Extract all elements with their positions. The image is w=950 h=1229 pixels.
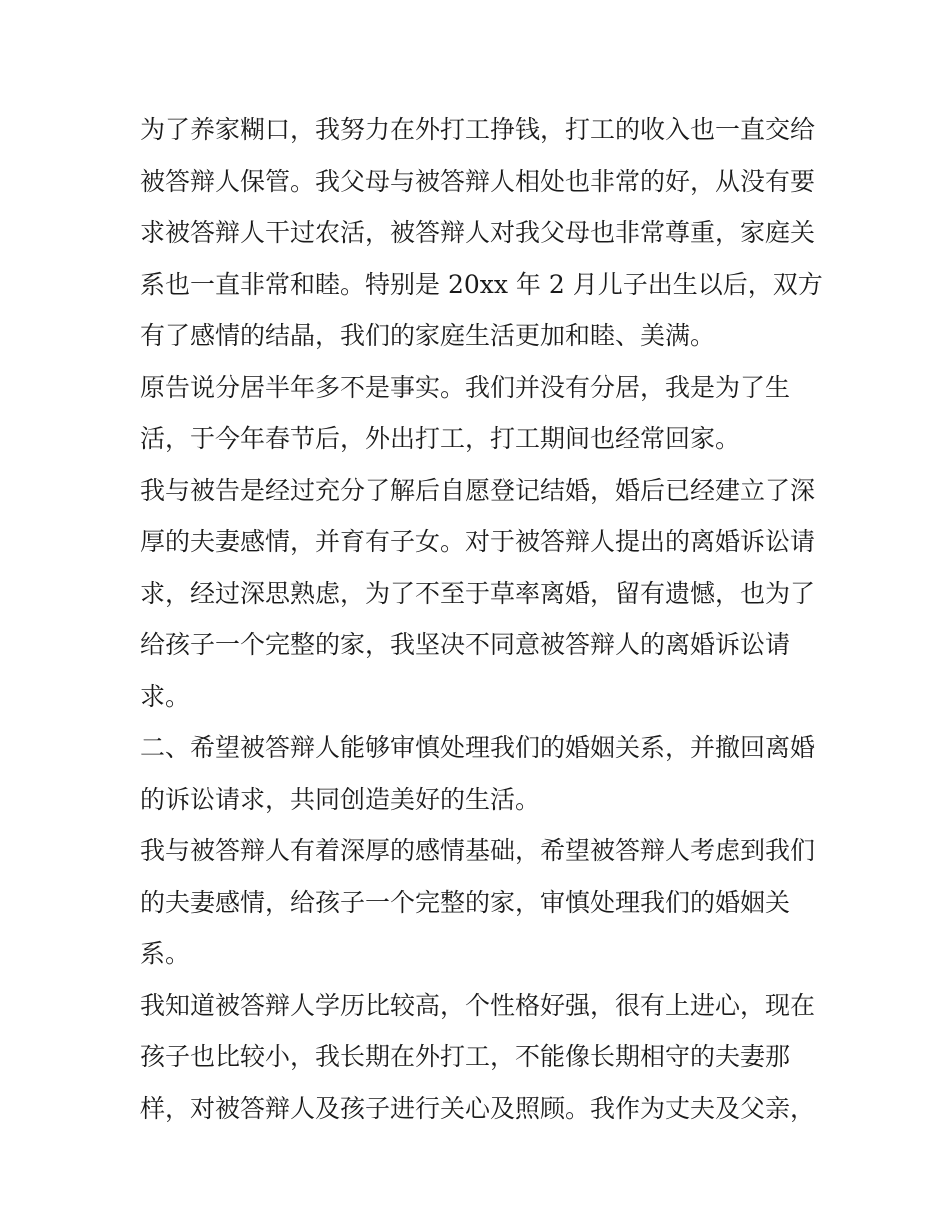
document-body [140,104,823,1134]
text-line-9: 厚的夫妻感情，并育有子女。对于被答辩人提出的离婚诉讼请 [140,527,816,556]
text-line-12: 求。 [140,681,191,711]
text-line-2: 被答辩人保管。我父母与被答辩人相处也非常的好，从没有要 [140,166,816,196]
text-line-7: 活，于今年春节后，外出打工，打工期间也经常回家。 [140,424,741,453]
text-line-14: 的诉讼请求，共同创造美好的生活。 [140,784,541,814]
text-line-6: 原告说分居半年多不是事实。我们并没有分居，我是为了生 [140,372,791,402]
text-line-4: 系也一直非常和睦。特别是 20xx 年 2 月儿子出生以后，双方 [140,269,823,299]
text-line-10: 求，经过深思熟虑，为了不至于草率离婚，留有遗憾，也为了 [140,578,816,608]
text-line-15: 我与被答辩人有着深厚的感情基础，希望被答辩人考虑到我们 [140,836,816,865]
text-line-1: 为了养家糊口，我努力在外打工挣钱，打工的收入也一直交给 [140,115,816,144]
text-line-8: 我与被告是经过充分了解后自愿登记结婚，婚后已经建立了深 [140,475,816,505]
text-line-5: 有了感情的结晶，我们的家庭生活更加和睦、美满。 [140,321,716,350]
text-line-16: 的夫妻感情，给孩子一个完整的家，审慎处理我们的婚姻关 [140,887,791,917]
text-line-20: 样，对被答辩人及孩子进行关心及照顾。我作为丈夫及父亲， [140,1093,816,1123]
text-line-3: 求被答辩人干过农活，被答辩人对我父母也非常尊重，家庭关 [140,218,816,247]
text-line-17: 系。 [140,939,191,968]
text-line-19: 孩子也比较小，我长期在外打工，不能像长期相守的夫妻那 [140,1042,791,1071]
text-line-13: 二、希望被答辩人能够审慎处理我们的婚姻关系，并撤回离婚 [140,733,816,762]
text-line-18: 我知道被答辩人学历比较高，个性格好强，很有上进心，现在 [140,990,816,1020]
text-line-11: 给孩子一个完整的家，我坚决不同意被答辩人的离婚诉讼请 [140,630,791,659]
